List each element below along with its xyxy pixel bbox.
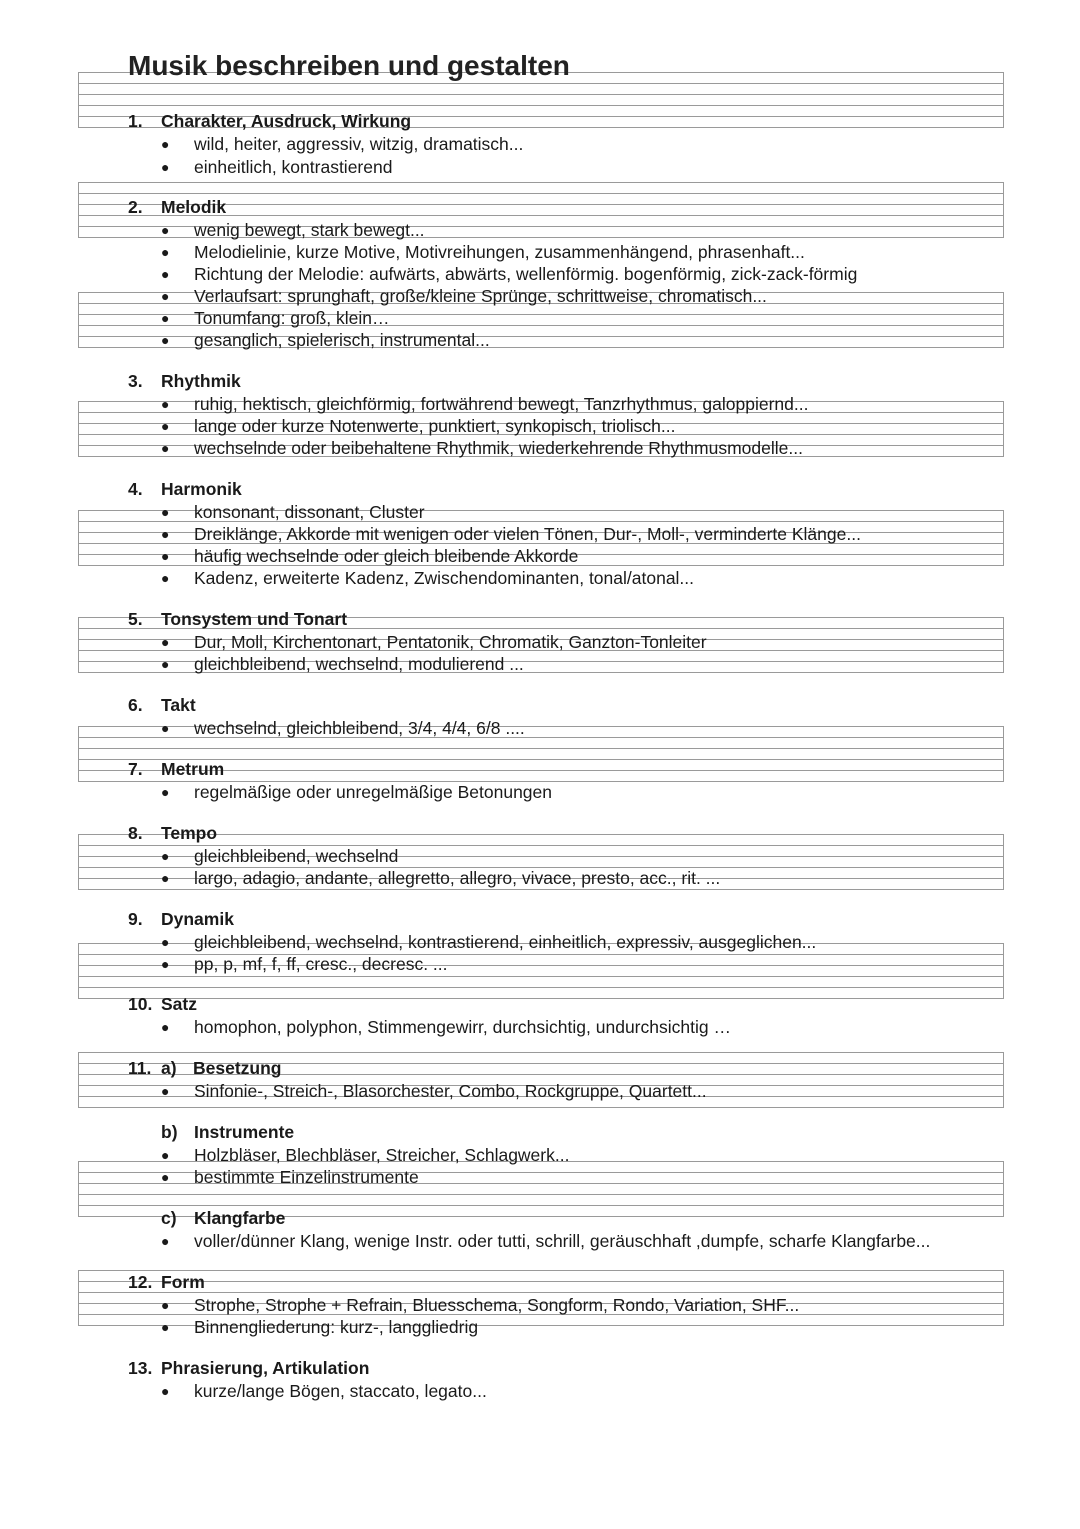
bullet-icon: ● <box>161 870 170 886</box>
bullet-icon: ● <box>161 1147 170 1163</box>
bullet-icon: ● <box>161 634 170 650</box>
bullet-icon: ● <box>161 934 170 950</box>
list-item: ● häufig wechselnde oder gleich bleibende Akkorde <box>161 546 579 566</box>
section-heading-12: 12. Form <box>128 1272 205 1292</box>
bullet-icon: ● <box>161 784 170 800</box>
list-item: ● Sinfonie-, Streich-, Blasorchester, Combo, Rockgruppe, Quartett... <box>161 1081 707 1101</box>
bullet-icon: ● <box>161 570 170 586</box>
list-item: ● Strophe, Strophe + Refrain, Bluesschema, Songform, Rondo, Variation, SHF... <box>161 1295 800 1315</box>
list-item: ● konsonant, dissonant, Cluster <box>161 502 425 522</box>
bullet-icon: ● <box>161 720 170 736</box>
section-heading-11: 11. a) Besetzung <box>128 1058 282 1078</box>
list-item: ● Dreiklänge, Akkorde mit wenigen oder vielen Tönen, Dur-, Moll-, verminderte Klänge... <box>161 524 861 544</box>
section-heading-6: 6. Takt <box>128 695 196 715</box>
section-heading-7: 7. Metrum <box>128 759 225 779</box>
bullet-icon: ● <box>161 244 170 260</box>
list-item: ● bestimmte Einzelinstrumente <box>161 1167 419 1187</box>
bullet-icon: ● <box>161 1019 170 1035</box>
list-item: ● regelmäßige oder unregelmäßige Betonungen <box>161 782 553 802</box>
bullet-icon: ● <box>161 266 170 282</box>
list-item: ● gleichbleibend, wechselnd <box>161 846 399 866</box>
section-heading-9: 9. Dynamik <box>128 909 234 929</box>
bullet-icon: ● <box>161 548 170 564</box>
page-title: Musik beschreiben und gestalten <box>128 50 570 81</box>
list-item: ● lange oder kurze Notenwerte, punktiert, synkopisch, triolisch... <box>161 416 676 436</box>
list-item: ● largo, adagio, andante, allegretto, allegro, vivace, presto, acc., rit. ... <box>161 868 721 888</box>
list-item: ● wild, heiter, aggressiv, witzig, dramatisch... <box>161 134 524 154</box>
bullet-icon: ● <box>161 504 170 520</box>
bullet-icon: ● <box>161 418 170 434</box>
bullet-icon: ● <box>161 288 170 304</box>
list-item: ● wechselnde oder beibehaltene Rhythmik, wiederkehrende Rhythmusmodelle... <box>161 438 803 458</box>
list-item: ● homophon, polyphon, Stimmengewirr, durchsichtig, undurchsichtig … <box>161 1017 731 1037</box>
list-item: ● Dur, Moll, Kirchentonart, Pentatonik, Chromatik, Ganzton-Tonleiter <box>161 632 707 652</box>
bullet-icon: ● <box>161 396 170 412</box>
list-item: ● pp, p, mf, f, ff, cresc., decresc. ... <box>161 954 448 974</box>
list-item: ● wenig bewegt, stark bewegt... <box>161 220 425 240</box>
list-item: ● gesanglich, spielerisch, instrumental... <box>161 330 490 350</box>
section-heading-10: 10. Satz <box>128 994 197 1014</box>
bullet-icon: ● <box>161 1169 170 1185</box>
bullet-icon: ● <box>161 159 170 175</box>
bullet-icon: ● <box>161 1083 170 1099</box>
list-item: ● wechselnd, gleichbleibend, 3/4, 4/4, 6/8 .... <box>161 718 525 738</box>
section-heading-1: 1. Charakter, Ausdruck, Wirkung <box>128 111 412 131</box>
bullet-icon: ● <box>161 136 170 152</box>
subsection-heading-11b: b) Instrumente <box>161 1122 295 1142</box>
list-item: ● Binnengliederung: kurz-, langgliedrig <box>161 1317 479 1337</box>
list-item: ● gleichbleibend, wechselnd, modulierend ... <box>161 654 524 674</box>
list-item: ● Richtung der Melodie: aufwärts, abwärts, wellenförmig. bogenförmig, zick-zack-förmig <box>161 264 858 284</box>
bullet-icon: ● <box>161 1383 170 1399</box>
section-heading-3: 3. Rhythmik <box>128 371 241 391</box>
list-item: ● Kadenz, erweiterte Kadenz, Zwischendominanten, tonal/atonal... <box>161 568 695 588</box>
section-heading-5: 5. Tonsystem und Tonart <box>128 609 348 629</box>
list-item: ● ruhig, hektisch, gleichförmig, fortwährend bewegt, Tanzrhythmus, galoppiernd... <box>161 394 809 414</box>
list-item: ● einheitlich, kontrastierend <box>161 157 393 177</box>
bullet-icon: ● <box>161 1297 170 1313</box>
bullet-icon: ● <box>161 956 170 972</box>
section-heading-8: 8. Tempo <box>128 823 218 843</box>
section-heading-13: 13. Phrasierung, Artikulation <box>128 1358 370 1378</box>
bullet-icon: ● <box>161 332 170 348</box>
section-heading-4: 4. Harmonik <box>128 479 242 499</box>
bullet-icon: ● <box>161 656 170 672</box>
bullet-icon: ● <box>161 1233 170 1249</box>
bullet-icon: ● <box>161 848 170 864</box>
list-item: ● Tonumfang: groß, klein… <box>161 308 390 328</box>
subsection-heading-11c: c) Klangfarbe <box>161 1208 286 1228</box>
section-heading-2: 2. Melodik <box>128 197 227 217</box>
list-item: ● gleichbleibend, wechselnd, kontrastierend, einheitlich, expressiv, ausgeglichen... <box>161 932 817 952</box>
list-item: ● Verlaufsart: sprunghaft, große/kleine Sprünge, schrittweise, chromatisch... <box>161 286 767 306</box>
bullet-icon: ● <box>161 526 170 542</box>
list-item: ● Melodielinie, kurze Motive, Motivreihungen, zusammenhängend, phrasenhaft... <box>161 242 805 262</box>
list-item: ● Holzbläser, Blechbläser, Streicher, Schlagwerk... <box>161 1145 570 1165</box>
bullet-icon: ● <box>161 1319 170 1335</box>
bullet-icon: ● <box>161 222 170 238</box>
bullet-icon: ● <box>161 310 170 326</box>
bullet-icon: ● <box>161 440 170 456</box>
list-item: ● voller/dünner Klang, wenige Instr. oder tutti, schrill, geräuschhaft ,dumpfe, scharfe Klangfarbe... <box>161 1231 931 1251</box>
list-item: ● kurze/lange Bögen, staccato, legato... <box>161 1381 487 1401</box>
